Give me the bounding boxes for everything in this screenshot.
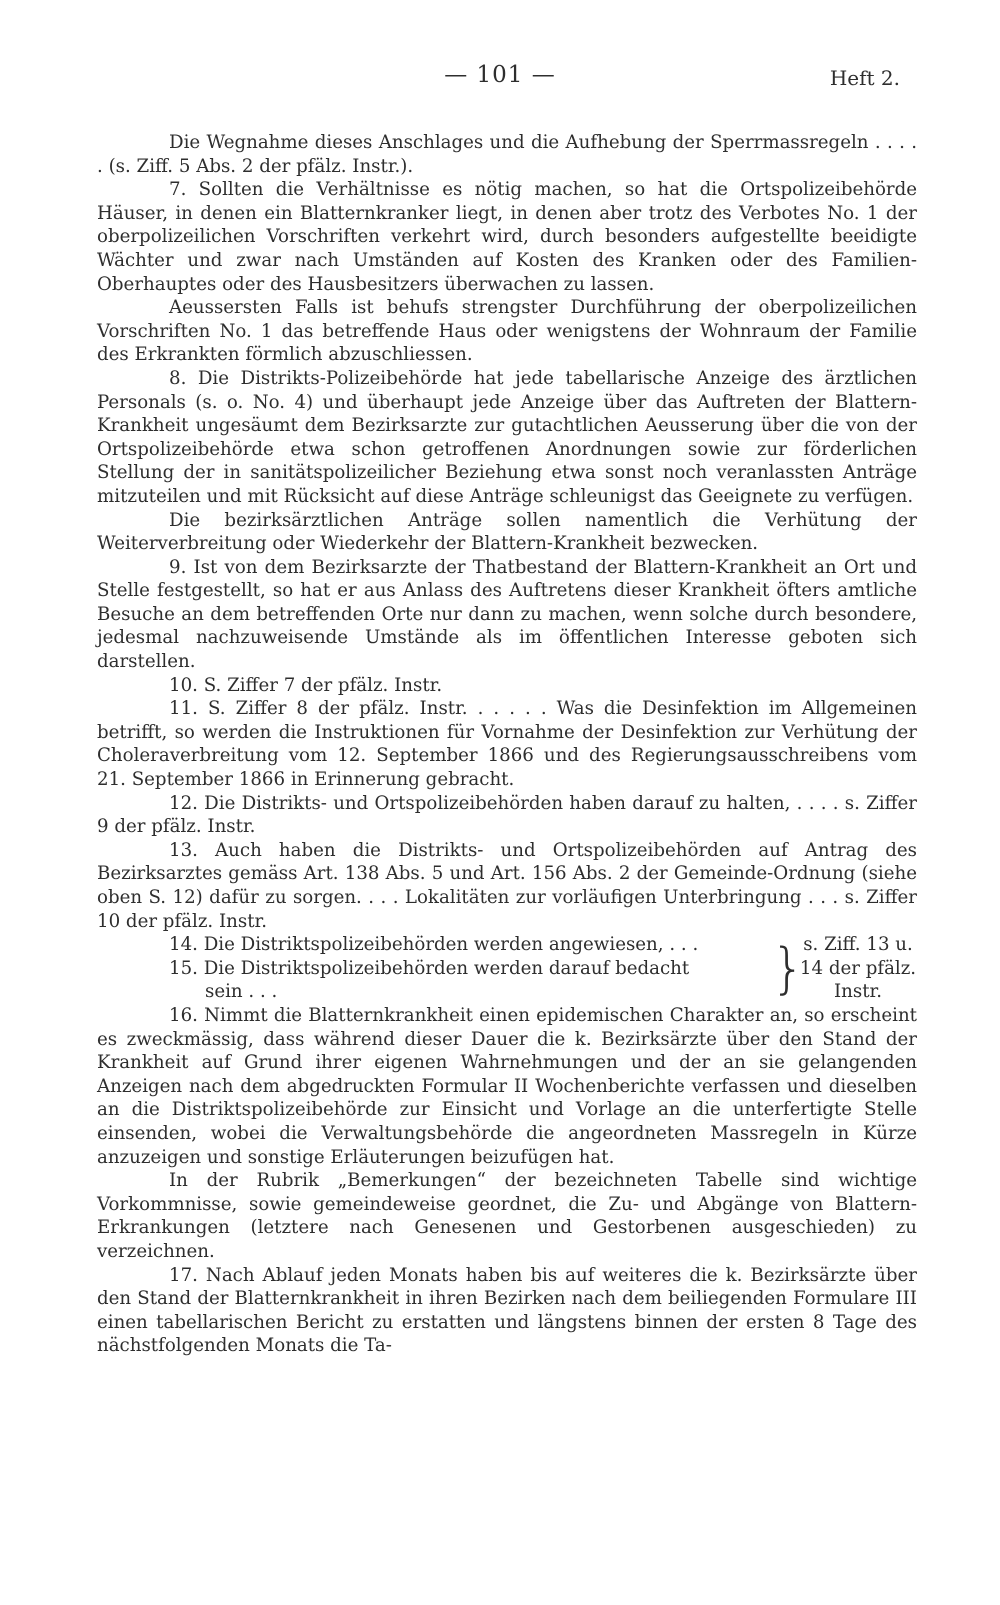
paragraph-14: 14. Die Distriktspolizeibehörden werden angewiesen, . . . [169, 934, 699, 956]
paragraph-8: 8. Die Distrikts-Polizeibehörde hat jede tabellarische Anzeige des ärztlichen Personals (s. o. No. 4) und überhaupt jede Anzeige über das Auftreten der Blattern-Krankheit ungesäumt dem Bezirksarzte zur gutachtlichen Aeusserung über die von der Ortspolizeibehörde etwa schon getroffenen Anordnungen sowie zur förderlichen Stellung der in sanitätspolizeilicher Beziehung etwa sonst noch veranlassten Anträge mitzuteilen und mit Rücksicht auf diese Anträge schleunigst das Geeignete zu verfügen. [97, 367, 917, 507]
paragraph-aeussersten: Aeussersten Falls ist behufs strengster Durchführung der oberpolizeilichen Vorschriften No. 1 das betreffende Haus oder wenigstens der Wohnraum der Familie des Erkrankten förmlich abzuschliessen. [97, 297, 917, 366]
paragraph-11: 11. S. Ziffer 8 der pfälz. Instr. . . . . . Was die Desinfektion im Allgemeinen betrifft, so werden die Instruktionen für Vornahme der Desinfektion zur Verhütung der Choleraverbreitung vom 12. September 1866 und des Regierungsausschreibens vom 21. September 1866 in Erinnerung gebracht. [97, 698, 917, 791]
paragraph-17: 17. Nach Ablauf jeden Monats haben bis auf weiteres die k. Bezirksärzte über den Stand der Blatternkrankheit in ihren Bezirken nach dem beiliegenden Formulare III einen tabellarischen Bericht zu erstatten und längstens binnen der ersten 8 Tage des nächstfolgenden Monats die Ta- [97, 1264, 917, 1357]
curly-brace: } [770, 936, 806, 1000]
paragraph-7: 7. Sollten die Verhältnisse es nötig machen, so hat die Ortspolizeibehörde Häuser, in denen ein Blatternkranker liegt, in denen aber trotz des Verbotes No. 1 der oberpolizeilichen Vorschriften verkehrt wird, durch besonders aufgestellte beeidigte Wächter und zwar nach Umständen auf Kosten des Kranken oder des Familien-Oberhauptes oder des Hausbesitzers überwachen zu lassen. [97, 179, 917, 295]
reference-line-3: Instr. [833, 981, 883, 1003]
paragraph-16: 16. Nimmt die Blatternkrankheit einen epidemischen Charakter an, so erscheint es zweckmässig, dass während dieser Dauer die k. Bezirksärzte über den Stand der Krankheit auf Grund ihrer eigenen Wahrnehmungen und der an sie gelangenden Anzeigen nach dem abgedruckten Formular II Wochenberichte verfassen und dieselben an die Distriktspolizeibehörde zur Einsicht und Vorlage an die unterfertigte Stelle einsenden, wobei die Verwaltungsbehörde die angeordneten Massregeln in Kürze anzuzeigen und sonstige Erläuterungen beizufügen hat. [97, 1004, 917, 1168]
paragraph-13: 13. Auch haben die Distrikts- und Ortspolizeibehörden auf Antrag des Bezirksarztes gemäss Art. 138 Abs. 5 und Art. 156 Abs. 2 der Gemeinde-Ordnung (siehe oben S. 12) dafür zu sorgen. . . . Lokalitäten zur vorläufigen Unterbringung . . . s. Ziffer 10 der pfälz. Instr. [97, 839, 917, 932]
paragraph-15-continuation: sein . . . [205, 981, 278, 1003]
paragraph-bezirksaerztlich: Die bezirksärztlichen Anträge sollen namentlich die Verhütung der Weiterverbreitung oder Wiederkehr der Blattern-Krankheit bezwecken. [97, 509, 917, 555]
page-header [0, 62, 1000, 102]
paragraphs-14-15-text [97, 933, 777, 1004]
paragraph-12: 12. Die Distrikts- und Ortspolizeibehörden haben darauf zu halten, . . . . s. Ziffer 9 der pfälz. Instr. [97, 792, 917, 838]
reference-line-1: s. Ziff. 13 u. [803, 934, 913, 956]
paragraph-1: Die Wegnahme dieses Anschlages und die Aufhebung der Sperrmassregeln . . . . . (s. Ziff. 5 Abs. 2 der pfälz. Instr.). [97, 132, 917, 177]
paragraph-10: 10. S. Ziffer 7 der pfälz. Instr. [169, 674, 443, 696]
shared-reference [799, 933, 917, 1004]
issue-label: Heft 2. [829, 66, 900, 90]
paragraph-9: 9. Ist von dem Bezirksarzte der Thatbestand der Blattern-Krankheit an Ort und Stelle festgestellt, so hat er aus Anlass des Auftretens dieser Krankheit öfters amtliche Besuche an dem betreffenden Orte nur dann zu machen, wenn solche durch besondere, jedesmal nachzuweisende Umstände als im öffentlichen Interesse geboten sich darstellen. [97, 556, 917, 673]
page-number: — 101 — [444, 62, 556, 88]
paragraph-bemerkungen: In der Rubrik „Bemerkungen“ der bezeichneten Tabelle sind wichtige Vorkommnisse, sowie gemeindeweise geordnet, die Zu- und Abgänge von Blattern-Erkrankungen (letztere nach Genesenen und Gestorbenen ausgeschieden) zu verzeichnen. [97, 1170, 917, 1262]
paragraphs-14-15-group [97, 933, 917, 1004]
reference-line-2: 14 der pfälz. [799, 957, 917, 979]
paragraph-15: 15. Die Distriktspolizeibehörden werden darauf bedacht [169, 957, 690, 979]
page-body [97, 131, 917, 1358]
